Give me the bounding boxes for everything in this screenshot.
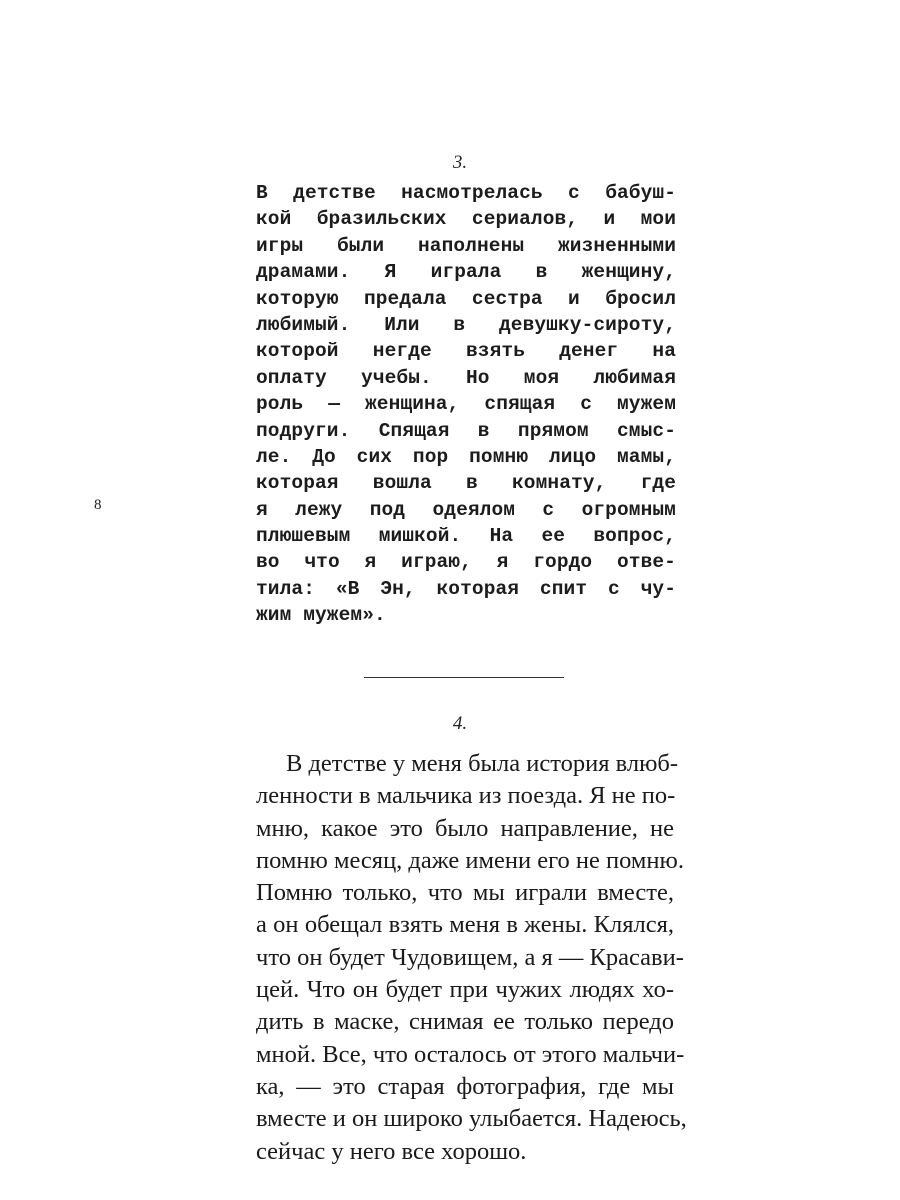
text-line: мню, какое это было направление, не xyxy=(256,814,674,842)
text-line: во что я играю, я гордо отве- xyxy=(256,551,676,574)
text-line: цей. Что он будет при чужих людях хо- xyxy=(256,976,674,1004)
text-line: которую предала сестра и бросил xyxy=(256,287,676,310)
page-number: 8 xyxy=(94,497,102,513)
text-line: роль — женщина, спящая с мужем xyxy=(256,393,676,416)
text-line: а он обещал взять меня в жены. Клялся, xyxy=(256,911,674,939)
text-line: тила: «В Эн, которая спит с чу- xyxy=(256,577,676,600)
text-line: В детстве у меня была история влюб- xyxy=(286,750,678,777)
text-line: Помню только, что мы играли вместе, xyxy=(256,879,674,907)
text-line: драмами. Я играла в женщину, xyxy=(256,261,676,284)
text-line: подруги. Спящая в прямом смыс- xyxy=(256,419,676,442)
text-line: что он будет Чудовищем, а я — Красави- xyxy=(256,943,684,971)
text-line: ленности в мальчика из поезда. Я не по- xyxy=(256,782,676,810)
text-line: ка, — это старая фотография, где мы xyxy=(256,1072,674,1100)
text-line: плюшевым мишкой. На ее вопрос, xyxy=(256,525,676,548)
section-divider xyxy=(364,677,564,678)
section-4-text xyxy=(256,748,687,1168)
text-line: дить в маске, снимая ее только передо xyxy=(256,1008,674,1036)
text-line: ле. До сих пор помню лицо мамы, xyxy=(256,445,676,468)
section-3-typewritten-text xyxy=(256,180,676,629)
text-line: В детстве насмотрелась с бабуш- xyxy=(256,182,676,204)
text-line: кой бразильских сериалов, и мои xyxy=(256,208,676,231)
text-line: мной. Все, что осталось от этого мальчи- xyxy=(256,1040,685,1068)
text-line: игры были наполнены жизненными xyxy=(256,234,676,257)
text-line: помню месяц, даже имени его не помню. xyxy=(256,846,684,874)
section-4-number: 4. xyxy=(452,713,468,734)
section-3-number: 3. xyxy=(452,152,468,173)
text-line: которая вошла в комнату, где xyxy=(256,472,676,495)
text-line: вместе и он широко улыбается. Надеюсь, xyxy=(256,1105,687,1133)
text-line: сейчас у него все хорошо. xyxy=(256,1137,527,1165)
text-line: которой негде взять денег на xyxy=(256,340,676,363)
text-line: оплату учебы. Но моя любимая xyxy=(256,366,676,389)
text-line: любимый. Или в девушку-сироту, xyxy=(256,313,676,336)
text-line: я лежу под одеялом с огромным xyxy=(256,498,676,521)
text-line: жим мужем». xyxy=(256,604,386,627)
